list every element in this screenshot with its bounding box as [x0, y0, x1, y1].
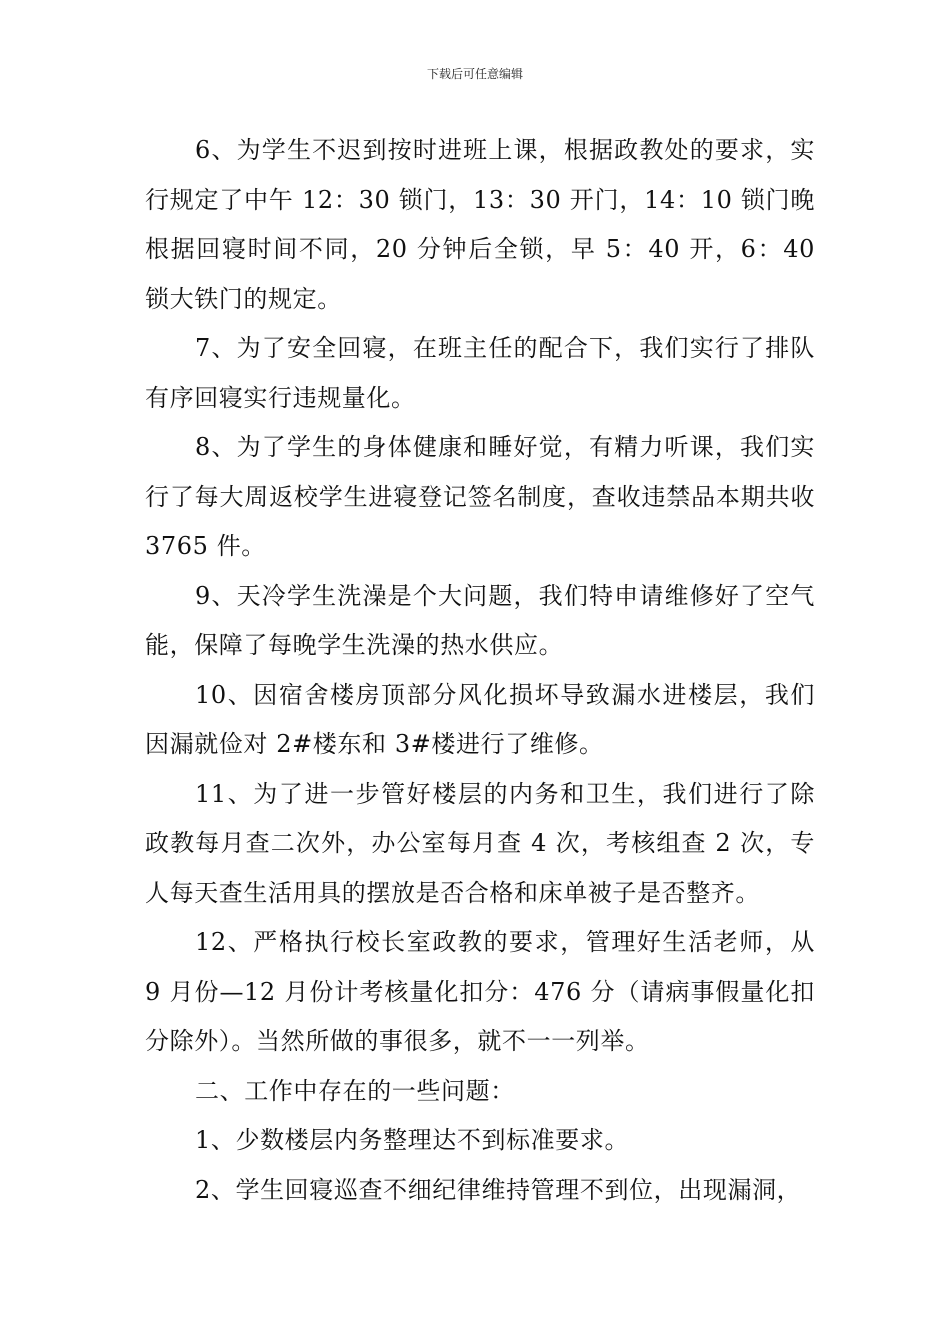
problem-item-2: 2、学生回寝巡查不细纪律维持管理不到位，出现漏洞， — [195, 1175, 802, 1204]
page-header: 下载后可任意编辑 — [426, 67, 523, 81]
paragraph-item-11: 11、为了进一步管好楼层的内务和卫生，我们进行了除政教每月查二次外，办公室每月查 4 次，考核组查 2 次，专人每天查生活用具的摆放是否合格和床单被子是否整齐。 — [145, 779, 815, 907]
paragraph-item-9: 9、天冷学生洗澡是个大问题，我们特申请维修好了空气能，保障了每晚学生洗澡的热水供应。 — [145, 581, 815, 659]
paragraph-item-10: 10、因宿舍楼房顶部分风化损坏导致漏水进楼层，我们因漏就俭对 2#楼东和 3#楼进行了维修。 — [145, 680, 815, 758]
problem-item-1: 1、少数楼层内务整理达不到标准要求。 — [195, 1126, 630, 1154]
paragraph-item-7: 7、为了安全回寝，在班主任的配合下，我们实行了排队有序回寝实行违规量化。 — [145, 334, 815, 412]
paragraph-item-8: 8、为了学生的身体健康和睡好觉，有精力听课，我们实行了每大周返校学生进寝登记签名制度，查收违禁品本期共收 3765 件。 — [145, 433, 815, 560]
paragraph-item-6: 6、为学生不迟到按时进班上课，根据政教处的要求，实行规定了中午 12：30 锁门，13：30 开门，14：10 锁门晚根据回寝时间不同，20 分钟后全锁，早 5：40 开，6：40 锁大铁门的规定。 — [145, 136, 815, 313]
paragraph-item-12: 12、严格执行校长室政教的要求，管理好生活老师，从 9 月份—12 月份计考核量化扣分：476 分（请病事假量化扣分除外）。当然所做的事很多，就不一一列举。 — [145, 928, 815, 1055]
section-heading-problems: 二、工作中存在的一些问题： — [195, 1076, 515, 1105]
document-body — [145, 126, 815, 1215]
